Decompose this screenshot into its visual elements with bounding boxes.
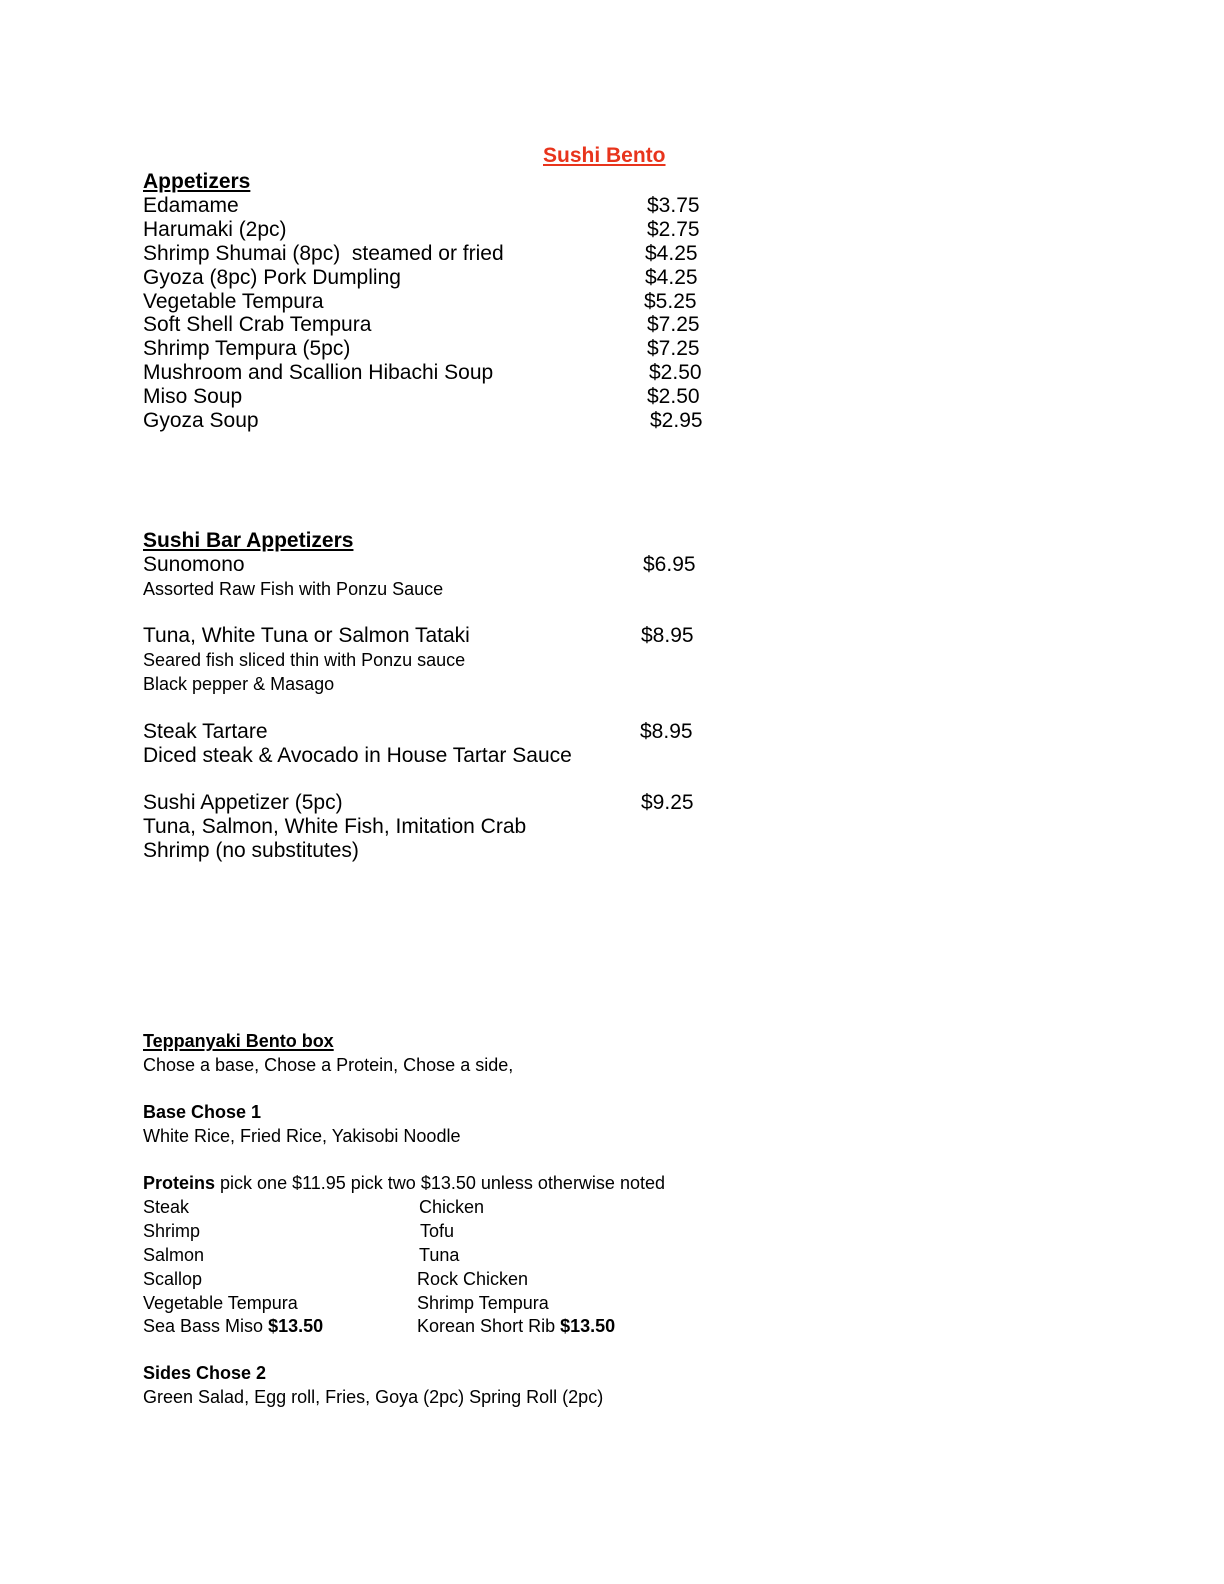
menu-item-name: Miso Soup [143,385,243,408]
menu-item-name: Vegetable Tempura [143,290,324,313]
menu-title: Sushi Bento [543,144,666,167]
menu-item-name: Harumaki (2pc) [143,218,287,241]
protein-option: Salmon [143,1245,205,1265]
protein-option: Rock Chicken [417,1269,529,1289]
protein-option: Tofu [420,1221,455,1241]
menu-item-price: $8.95 [641,624,694,647]
sushi-bar-heading: Sushi Bar Appetizers [143,529,354,552]
protein-option: Vegetable Tempura [143,1293,298,1313]
protein-option: Steak [143,1197,190,1217]
protein-option [143,1317,323,1335]
sides-options: Green Salad, Egg roll, Fries, Goya (2pc) Spring Roll (2pc) [143,1387,604,1407]
menu-item-description: Diced steak & Avocado in House Tartar Sauce [143,744,572,767]
proteins-label: Proteins [143,1173,216,1193]
menu-item-price: $4.25 [645,266,698,289]
menu-item-description: Shrimp (no substitutes) [143,839,359,862]
menu-item-price: $2.75 [647,218,700,241]
menu-item-price: $3.75 [647,194,700,217]
menu-item-description: Black pepper & Masago [143,674,335,694]
menu-item-name: Sunomono [143,553,245,576]
menu-item-name: Gyoza (8pc) Pork Dumpling [143,266,401,289]
protein-option: Shrimp [143,1221,201,1241]
menu-item-name: Mushroom and Scallion Hibachi Soup [143,361,494,384]
menu-item-description: Seared fish sliced thin with Ponzu sauce [143,650,466,670]
protein-option-name: Korean Short Rib [417,1316,561,1336]
base-label: Base Chose 1 [143,1102,262,1122]
menu-item-description: Assorted Raw Fish with Ponzu Sauce [143,579,444,599]
menu-item-name: Steak Tartare [143,720,268,743]
menu-item-price: $4.25 [645,242,698,265]
protein-option-price: $13.50 [268,1316,324,1336]
protein-option-name: Sea Bass Miso [143,1316,269,1336]
proteins-note: pick one $11.95 pick two $13.50 unless otherwise noted [215,1173,665,1193]
protein-option-price: $13.50 [560,1316,616,1336]
menu-item-price: $5.25 [644,290,697,313]
protein-option: Tuna [419,1245,460,1265]
appetizers-heading: Appetizers [143,170,251,193]
menu-item-name: Soft Shell Crab Tempura [143,313,372,336]
menu-item-name: Edamame [143,194,239,217]
menu-item-price: $2.95 [650,409,703,432]
menu-item-price: $9.25 [641,791,694,814]
teppanyaki-intro: Chose a base, Chose a Protein, Chose a side, [143,1055,514,1075]
menu-item-name: Gyoza Soup [143,409,259,432]
protein-option: Chicken [419,1197,485,1217]
protein-option: Scallop [143,1269,203,1289]
menu-item-name: Shrimp Shumai (8pc) steamed or fried [143,242,504,265]
menu-item-name: Sushi Appetizer (5pc) [143,791,343,814]
sides-label: Sides Chose 2 [143,1363,267,1383]
menu-item-price: $2.50 [649,361,702,384]
base-options: White Rice, Fried Rice, Yakisobi Noodle [143,1126,461,1146]
teppanyaki-heading: Teppanyaki Bento box [143,1031,334,1051]
protein-option [417,1317,615,1335]
menu-item-price: $7.25 [647,313,700,336]
menu-item-price: $8.95 [640,720,693,743]
protein-option: Shrimp Tempura [417,1293,549,1313]
menu-item-price: $2.50 [647,385,700,408]
proteins-line [143,1174,665,1192]
menu-item-price: $7.25 [647,337,700,360]
menu-item-name: Tuna, White Tuna or Salmon Tataki [143,624,470,647]
menu-item-price: $6.95 [643,553,696,576]
menu-item-name: Shrimp Tempura (5pc) [143,337,351,360]
menu-item-description: Tuna, Salmon, White Fish, Imitation Crab [143,815,527,838]
